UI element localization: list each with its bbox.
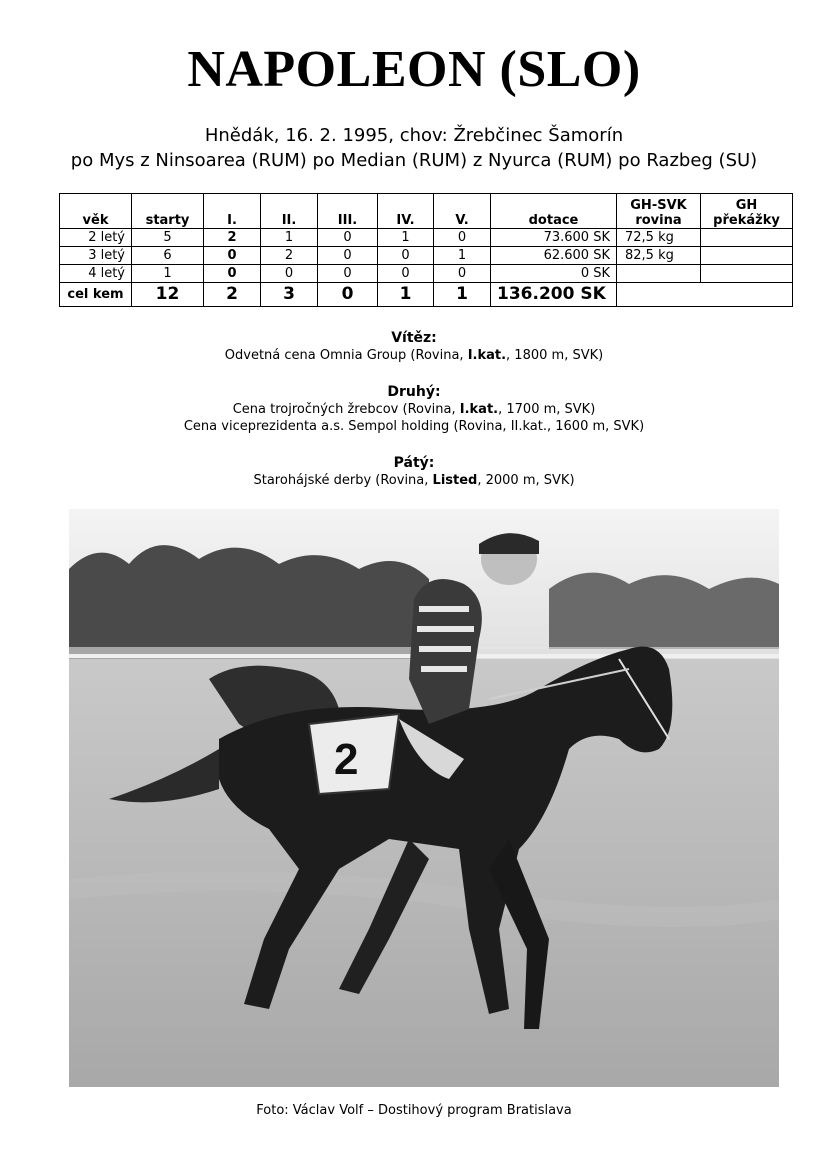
cell: 0 [318,229,378,247]
fifth-race-1 [0,472,828,489]
cell: 73.600 SK [491,229,617,247]
cell: 0 [204,247,261,265]
cell: 0 [318,247,378,265]
cell: 1 [132,265,204,283]
total-cell: 2 [204,283,261,307]
race-category: Listed [432,473,478,488]
table-total-row [60,283,793,307]
cell: 72,5 kg [617,229,701,247]
race-text: , 1800 m, SVK) [506,348,604,363]
race-category: I.kat. [459,402,499,417]
total-cell: 0 [318,283,378,307]
cell: 3 letý [60,247,132,265]
col-header-prize: dotace [491,194,617,229]
col-header-5th: V. [434,194,491,229]
gh-svk-line1: GH-SVK [630,198,687,213]
horse-details: Hnědák, 16. 2. 1995, chov: Žrebčinec Šamorín [204,125,624,146]
total-empty [617,283,793,307]
col-header-2nd: II. [261,194,318,229]
total-prize: 136.200 SK [491,283,617,307]
table-row [60,265,793,283]
pedigree: po Mys z Ninsoarea (RUM) po Median (RUM) z Nyurca (RUM) po Razbeg (SU) [70,150,758,171]
cell: 0 [434,229,491,247]
winner-section [0,330,828,364]
race-text: , 2000 m, SVK) [477,473,575,488]
race-text: Starohájské derby (Rovina, [253,473,433,488]
total-cell: 1 [434,283,491,307]
cell: 0 [378,247,434,265]
winner-race-1 [0,347,828,364]
cell: 0 SK [491,265,617,283]
second-race-2: Cena viceprezidenta a.s. Sempol holding (Rovina, II.kat., 1600 m, SVK) [183,419,645,434]
total-cell: 1 [378,283,434,307]
cell: 6 [132,247,204,265]
race-text: Odvetná cena Omnia Group (Rovina, [224,348,468,363]
second-section [0,384,828,435]
cell [617,265,701,283]
cell: 0 [434,265,491,283]
cell: 0 [318,265,378,283]
race-text: , 1700 m, SVK) [498,402,596,417]
page-title: NAPOLEON (SLO) [187,41,641,98]
col-header-3rd: III. [318,194,378,229]
cell: 2 [204,229,261,247]
cell: 0 [204,265,261,283]
fifth-section [0,455,828,489]
cell: 1 [261,229,318,247]
table-row [60,247,793,265]
race-text: Cena trojročných žrebcov (Rovina, [232,402,460,417]
cell: 0 [261,265,318,283]
horse-photo [69,509,779,1087]
second-race-1 [0,401,828,418]
cell: 62.600 SK [491,247,617,265]
cell: 1 [378,229,434,247]
fifth-heading: Pátý: [393,455,435,471]
gh-line2: překážky [713,213,780,228]
gh-line1: GH [735,198,758,213]
saddle-number: 2 [334,735,359,784]
cell: 4 letý [60,265,132,283]
total-cell: 3 [261,283,318,307]
race-category: I.kat. [467,348,507,363]
cell [701,265,793,283]
col-header-gh [701,194,793,229]
col-header-starts: starty [132,194,204,229]
col-header-4th: IV. [378,194,434,229]
second-heading: Druhý: [387,384,441,400]
cell: 2 [261,247,318,265]
cell: 2 letý [60,229,132,247]
cell: 0 [378,265,434,283]
cell [701,247,793,265]
col-header-age: věk [60,194,132,229]
col-header-gh-svk [617,194,701,229]
total-cell: 12 [132,283,204,307]
cell: 82,5 kg [617,247,701,265]
table-row [60,229,793,247]
total-label: cel kem [60,283,132,307]
cell: 5 [132,229,204,247]
photo-caption: Foto: Václav Volf – Dostihový program Bratislava [256,1103,572,1118]
cell: 1 [434,247,491,265]
winner-heading: Vítěz: [391,330,437,346]
horse-photo-drawing [69,509,779,1087]
gh-svk-line2: rovina [635,213,682,228]
col-header-1st: I. [204,194,261,229]
cell [701,229,793,247]
table-header-row [60,194,793,229]
race-record-table [59,193,793,307]
